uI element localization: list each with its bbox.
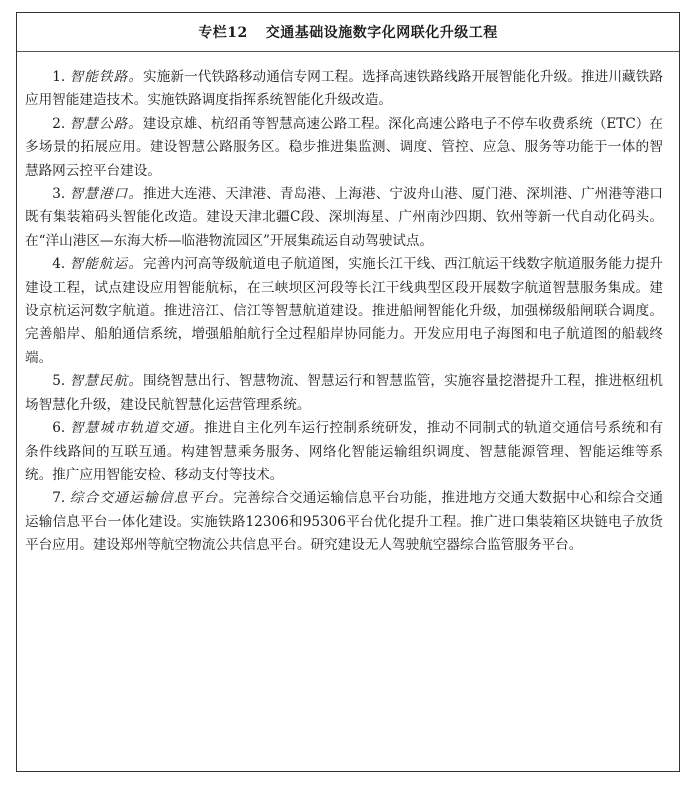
column-title: 交通基础设施数字化网联化升级工程: [265, 25, 498, 41]
item-label: 智能铁路。: [69, 69, 144, 85]
item-label: 智慧民航。: [69, 373, 144, 390]
list-item-transport-info-platform: [25, 487, 663, 557]
item-number: 3.: [52, 186, 66, 203]
item-number: 7.: [52, 490, 66, 507]
item-label: 智慧港口。: [69, 186, 144, 203]
column-number: 专栏12: [198, 25, 248, 41]
item-label: 智慧城市轨道交通。: [69, 420, 205, 437]
item-label: 综合交通运输信息平台。: [69, 490, 234, 507]
list-item-smart-shipping: [25, 253, 663, 370]
item-number: 4.: [52, 256, 66, 273]
column-header: [17, 13, 679, 52]
item-number: 5.: [52, 373, 66, 390]
item-text: 推进大连港、天津港、青岛港、上海港、宁波舟山港、厦门港、深圳港、广州港等港口既有集装箱码头智能化改造。建设天津北疆C段、深圳海星、广州南沙四期、钦州等新一代自动化码头。在“洋山港区—东海大桥—临港物流园区”开展集疏运自动驾驶试点。: [25, 186, 664, 249]
list-item-smart-aviation: [25, 370, 663, 417]
column-box: [16, 12, 680, 772]
item-number: 2.: [52, 115, 66, 132]
item-text: 围绕智慧出行、智慧物流、智慧运行和智慧监管，实施容量挖潜提升工程，推进枢纽机场智慧化升级，建设民航智慧化运营管理系统。: [25, 373, 664, 413]
item-text: 实施新一代铁路移动通信专网工程。选择高速铁路线路开展智能化升级。推进川藏铁路应用智能建造技术。实施铁路调度指挥系统智能化升级改造。: [25, 69, 664, 109]
item-text: 推进自主化列车运行控制系统研发，推动不同制式的轨道交通信号系统和有条件线路间的互联互通。构建智慧乘务服务、网络化智能运输组织调度、智慧能源管理、智能运维等系统。推广应用智能安检、移动支付等技术。: [25, 420, 664, 483]
item-label: 智慧公路。: [69, 115, 143, 132]
column-body: [17, 52, 679, 558]
list-item-smart-highway: [25, 113, 663, 183]
item-label: 智能航运。: [69, 256, 144, 273]
list-item-smart-railway: [25, 66, 663, 113]
item-text: 建设京雄、杭绍甬等智慧高速公路工程。深化高速公路电子不停车收费系统（ETC）在多场景的拓展应用。建设智慧公路服务区。稳步推进集监测、调度、管控、应急、服务等功能于一体的智慧路网云控平台建设。: [25, 115, 664, 179]
item-number: 6.: [52, 420, 66, 437]
item-text: 完善综合交通运输信息平台功能，推进地方交通大数据中心和综合交通运输信息平台一体化建设。实施铁路12306和95306平台优化提升工程。推广进口集装箱区块链电子放货平台应用。建设郑州等航空物流公共信息平台。研究建设无人驾驶航空器综合监管服务平台。: [25, 490, 664, 554]
item-text: 完善内河高等级航道电子航道图，实施长江干线、西江航运干线数字航道服务能力提升建设工程，试点建设应用智能航标，在三峡坝区河段等长江干线典型区段开展数字航道智慧服务集成。建设京杭运河数字航道。推进涪江、信江等智慧航道建设。推进船闸智能化升级，加强梯级船闸联合调度。完善船岸、船舶通信系统，增强船舶航行全过程船岸协同能力。开发应用电子海图和电子航道图的船载终端。: [25, 256, 664, 366]
item-number: 1.: [52, 69, 66, 85]
list-item-smart-urban-rail: [25, 417, 663, 487]
list-item-smart-port: [25, 183, 663, 253]
